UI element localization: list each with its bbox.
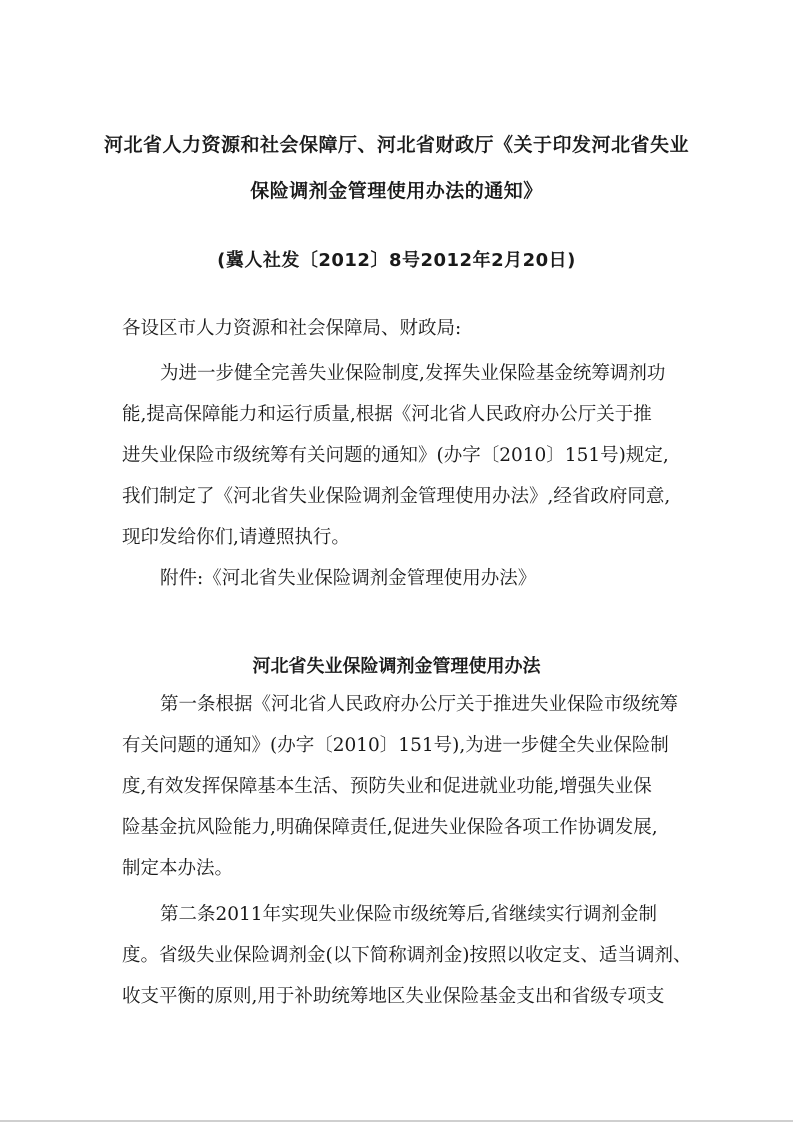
article-1-line: 有关问题的通知》(办字〔2010〕151号),为进一步健全失业保险制	[122, 735, 669, 756]
notice-body-line: 进失业保险市级统筹有关问题的通知》(办字〔2010〕151号)规定,	[122, 445, 669, 466]
document-title-line-1: 河北省人力资源和社会保障厅、河北省财政厅《关于印发河北省失业	[103, 134, 689, 156]
article-1-line: 第一条根据《河北省人民政府办公厅关于推进失业保险市级统筹	[160, 694, 679, 715]
measures-title: 河北省失业保险调剂金管理使用办法	[252, 656, 541, 677]
article-2-line: 度。省级失业保险调剂金(以下简称调剂金)按照以收定支、适当调剂、	[122, 945, 692, 966]
addressee: 各设区市人力资源和社会保障局、财政局:	[122, 318, 462, 339]
notice-body-line: 为进一步健全完善失业保险制度,发挥失业保险基金统筹调剂功	[160, 363, 666, 384]
attachment-line: 附件:《河北省失业保险调剂金管理使用办法》	[160, 568, 537, 589]
article-1-line: 制定本办法。	[122, 858, 234, 879]
document-title-line-2: 保险调剂金管理使用办法的通知》	[250, 180, 543, 202]
article-2-line: 第二条2011年实现失业保险市级统筹后,省继续实行调剂金制	[160, 904, 657, 925]
document-number: (冀人社发〔2012〕8号2012年2月20日)	[217, 250, 576, 271]
notice-body-line: 能,提高保障能力和运行质量,根据《河北省人民政府办公厅关于推	[122, 404, 652, 425]
article-2-line: 收支平衡的原则,用于补助统筹地区失业保险基金支出和省级专项支	[122, 986, 665, 1007]
article-1-line: 度,有效发挥保障基本生活、预防失业和促进就业功能,增强失业保	[122, 776, 652, 797]
notice-body-line: 我们制定了《河北省失业保险调剂金管理使用办法》,经省政府同意,	[122, 486, 671, 507]
article-1-line: 险基金抗风险能力,明确保障责任,促进失业保险各项工作协调发展,	[122, 817, 658, 838]
notice-body-line: 现印发给你们,请遵照执行。	[122, 527, 350, 548]
